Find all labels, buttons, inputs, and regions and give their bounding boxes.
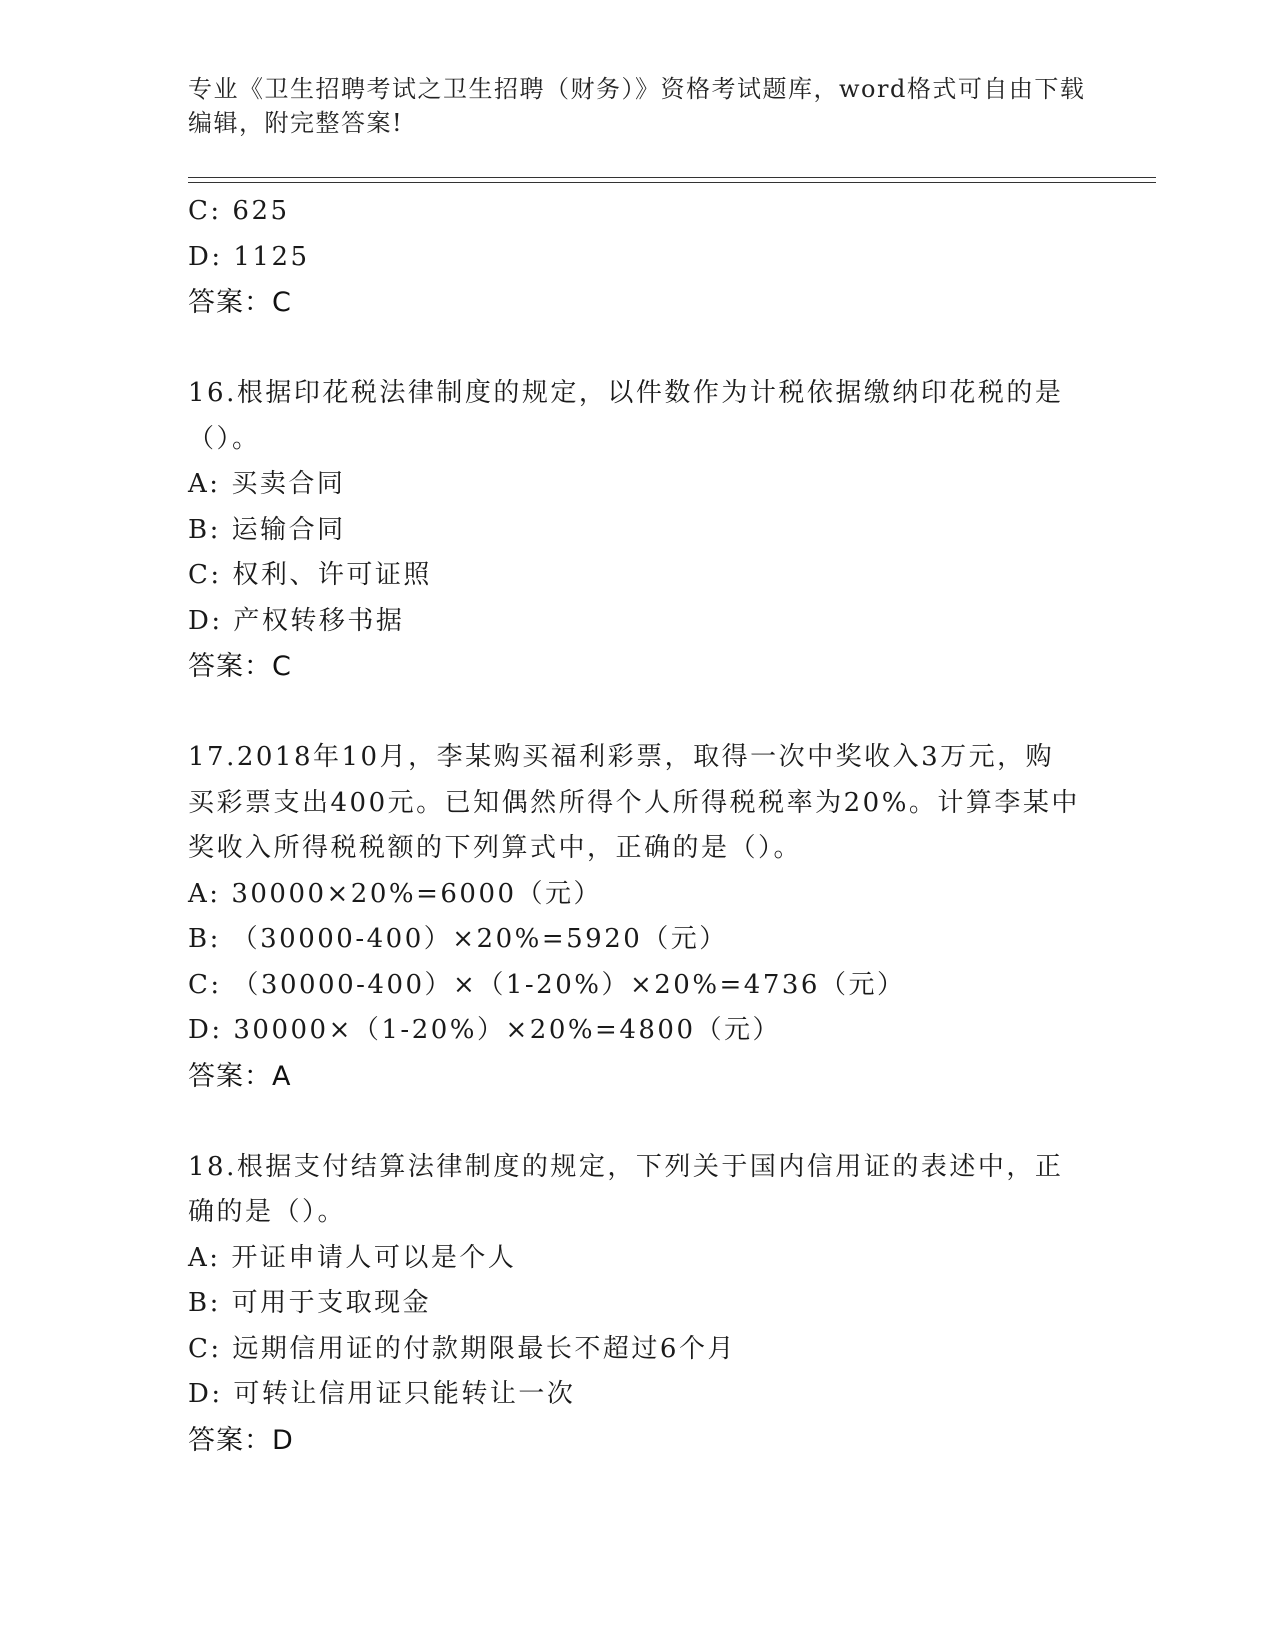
question-stem-line: 16.根据印花税法律制度的规定，以件数作为计税依据缴纳印花税的是 (188, 378, 1064, 408)
question-stem-line: 买彩票支出400元。已知偶然所得个人所得税税率为20%。计算李某中 (188, 787, 1080, 818)
option-c: C: 625 (188, 196, 290, 226)
option-c: C: 权利、许可证照 (188, 560, 432, 590)
option-a: A: 买卖合同 (188, 469, 346, 499)
answer-line: 答案：C (188, 651, 292, 682)
spacer (188, 690, 1088, 736)
question-stem-line: 奖收入所得税税额的下列算式中，正确的是（）。 (188, 833, 803, 863)
option-b: B: 可用于支取现金 (188, 1288, 432, 1318)
question-stem-line: 17.2018年10月，李某购买福利彩票，取得一次中奖收入3万元，购 (188, 742, 1055, 772)
option-d: D: 可转让信用证只能转让一次 (188, 1379, 576, 1409)
answer-line: 答案：A (188, 1060, 292, 1092)
spacer (188, 326, 1088, 372)
question-18 (188, 1145, 1088, 1464)
question-16 (188, 371, 1088, 690)
option-c: C: （30000-400）×（1-20%）×20%=4736（元） (188, 969, 906, 1000)
question-stem-line: （）。 (188, 423, 261, 454)
option-d: D: 30000×（1-20%）×20%=4800（元） (188, 1015, 782, 1045)
option-a: A: 30000×20%=6000（元） (188, 878, 603, 909)
option-a: A: 开证申请人可以是个人 (188, 1242, 517, 1273)
page-header (188, 72, 1088, 140)
option-b: B: 运输合同 (188, 514, 346, 545)
answer-line: 答案：C (188, 287, 292, 318)
option-d: D: 1125 (188, 241, 310, 272)
spacer (188, 1099, 1088, 1145)
question-stem-line: 确的是（）。 (188, 1197, 347, 1227)
header-rule-top (188, 177, 1156, 178)
header-line-1: 专业《卫生招聘考试之卫生招聘（财务）》资格考试题库，word格式可自由下载 (188, 75, 1086, 103)
header-rule-bottom (188, 182, 1156, 183)
question-stem-line: 18.根据支付结算法律制度的规定，下列关于国内信用证的表述中，正 (188, 1151, 1064, 1182)
document-body (188, 189, 1088, 1463)
answer-line: 答案：D (188, 1424, 294, 1456)
option-c: C: 远期信用证的付款期限最长不超过6个月 (188, 1333, 736, 1364)
header-line-2: 编辑，附完整答案! (188, 109, 404, 137)
question-15-continuation (188, 189, 1088, 326)
option-b: B: （30000-400）×20%=5920（元） (188, 924, 728, 954)
option-d: D: 产权转移书据 (188, 605, 405, 636)
question-17 (188, 735, 1088, 1099)
